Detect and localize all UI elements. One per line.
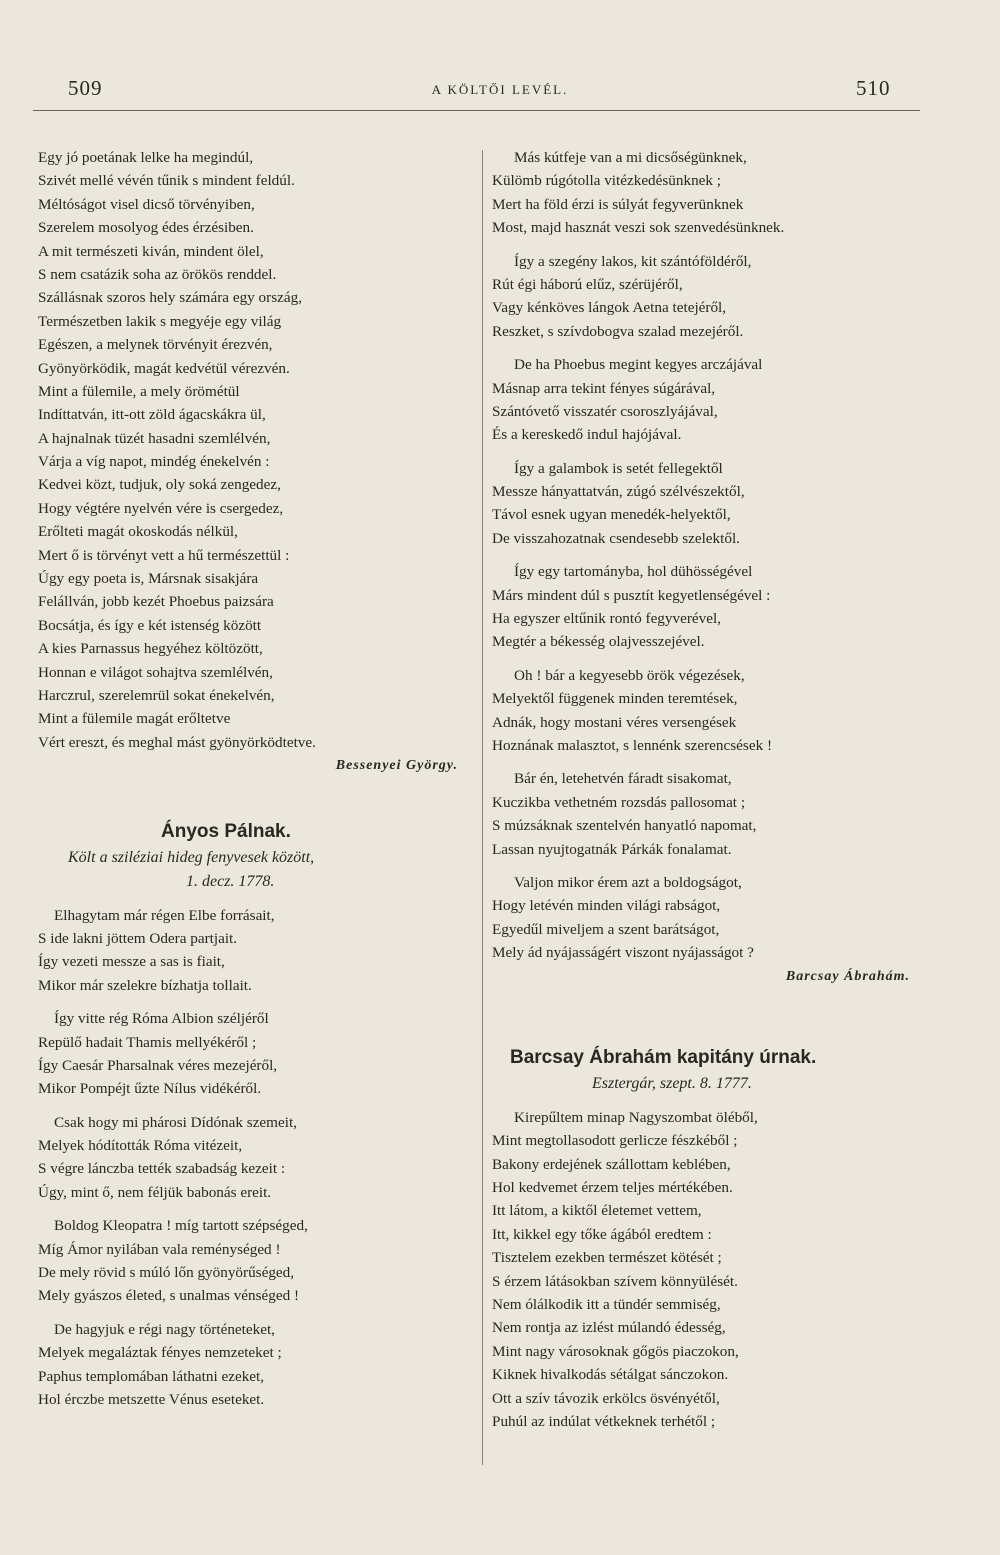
poem-line: Melyektől függenek minden teremtések, — [492, 690, 738, 708]
poem-line: De visszahozatnak csendesebb szelektől. — [492, 529, 740, 547]
left-page-number: 509 — [68, 76, 103, 100]
poem-line: Külömb rúgótolla vitézkedésünknek ; — [492, 172, 722, 190]
poem-line: Szivét mellé vévén tűnik s mindent feldúl. — [38, 172, 295, 190]
stanza — [492, 250, 932, 344]
poem-line: Kiknek hivalkodás sétálgat sánczokon. — [492, 1366, 729, 1384]
stanza — [492, 457, 932, 551]
poem-line: Hogy végtére nyelvén vére is csergedez, — [38, 499, 284, 517]
poem-line: Távol esnek ugyan menedék-helyektől, — [492, 506, 731, 524]
poem-line: S végre lánczba tették szabadság kezeit : — [38, 1160, 286, 1178]
poem-line: Messze hányattatván, zúgó szélvészektől, — [492, 483, 745, 501]
poem-line: Felállván, jobb kezét Phoebus paizsára — [38, 593, 274, 611]
poem-line: Puhúl az indúlat vétkeknek terhétől ; — [492, 1412, 716, 1430]
poem-line: Itt, kikkel egy tőke ágából eredtem : — [492, 1225, 712, 1243]
poem-line: Hol érczbe metszette Vénus eseteket. — [38, 1390, 265, 1408]
poem-line: Reszket, s szívdobogva szalad mezejéről. — [492, 322, 744, 340]
poem-line: Csak hogy mi phárosi Dídónak szemeit, — [54, 1113, 297, 1131]
poem-line: Mert ha föld érzi is súlyát fegyverünknek — [492, 195, 744, 213]
poem-line: De mely rövid s múló lőn gyönyörűséged, — [38, 1264, 295, 1282]
poem-line: Lassan nyujtogatnák Párkák fonalamat. — [492, 840, 732, 858]
poem-line: Adnák, hogy mostani véres versengések — [492, 713, 737, 731]
left-column — [38, 146, 466, 1411]
poem-line: Így Caesár Pharsalnak véres mezejéről, — [38, 1056, 278, 1074]
poem2-title: Ányos Pálnak. — [161, 820, 291, 842]
poem-line: Bocsátja, és így e két istenség között — [38, 616, 262, 634]
poem-line: Mint megtollasodott gerlicze fészkéből ; — [492, 1132, 738, 1150]
poem-line: Ha egyszer eltűnik rontó fegyverével, — [492, 610, 721, 628]
poem-line: Mely ád nyájasságért viszont nyájasságot ? — [492, 944, 754, 962]
poem-line: Tisztelem ezekben természet kötését ; — [492, 1249, 722, 1267]
stanza — [492, 146, 932, 240]
poem-line: S múzsáknak szentelvén hanyatló napomat, — [492, 817, 757, 835]
poem-line: A mit természeti kiván, mindent ölel, — [38, 242, 264, 260]
poem-line: Paphus templomában láthatni ezeket, — [38, 1367, 265, 1385]
right-page-number: 510 — [856, 76, 891, 100]
poem-line: Egészen, a melynek törvényit érezvén, — [38, 336, 273, 354]
poem-line: Nem ólálkodik itt a tündér semmiség, — [492, 1296, 721, 1314]
poem-line: Melyek hódították Róma vitézeit, — [38, 1137, 243, 1155]
poem-line: Indíttatván, itt-ott zöld ágacskákra ül, — [38, 406, 266, 424]
poem-line: Melyek megaláztak fényes nemzeteket ; — [38, 1344, 282, 1362]
poem-line: Nem rontja az izlést múlandó édesség, — [492, 1319, 726, 1337]
poem-line: Elhagytam már régen Elbe forrásait, — [54, 906, 275, 924]
poem-line: Mely gyászos életed, s unalmas vénséged ! — [38, 1287, 300, 1305]
poem-line: Más kútfeje van a mi dicsőségünknek, — [514, 149, 747, 166]
poem-line: És a kereskedő indul hajójával. — [492, 426, 682, 444]
stanza — [492, 767, 932, 861]
poem2-signature: Barcsay Ábrahám. — [785, 968, 910, 984]
poem-line: De hagyjuk e régi nagy történeteket, — [54, 1320, 275, 1338]
poem-line: Egy jó poetának lelke ha megindúl, — [38, 149, 254, 166]
poem-line: Megtér a békesség olajvesszejével. — [492, 633, 705, 651]
poem3-body — [492, 1106, 932, 1433]
column-divider — [482, 150, 483, 1465]
poem-line: S ide lakni jöttem Odera partjait. — [38, 929, 238, 947]
poem1-signature: Bessenyei György. — [335, 758, 458, 774]
running-head: A KÖLTŐI LEVÉL. — [431, 82, 569, 97]
poem-line: Méltóságot visel dicső törvényiben, — [38, 195, 255, 213]
poem-line: Másnap arra tekint fényes súgárával, — [492, 379, 716, 397]
poem-line: Mint a fülemile, a mely örömétül — [38, 382, 240, 400]
header-rule — [33, 110, 920, 111]
poem-line: Szántóvető visszatér csoroszlyájával, — [492, 402, 718, 420]
poem-line: Várja a víg napot, mindég énekelvén : — [38, 453, 270, 471]
poem-line: Vért ereszt, és meghal mást gyönyörködtetve. — [38, 733, 316, 751]
right-column — [492, 146, 932, 1433]
poem-line: Így a szegény lakos, kit szántóföldéről, — [514, 252, 752, 270]
poem-line: Kuczikba vethetném rozsdás pallosomat ; — [492, 793, 746, 811]
poem-line: Szállásnak szoros hely számára egy ország, — [38, 289, 302, 307]
stanza — [38, 1214, 466, 1308]
poem-line: Míg Ámor nyilában vala reménységed ! — [38, 1240, 281, 1258]
poem-line: Így vitte rég Róma Albion széljéről — [54, 1010, 269, 1028]
poem-line: Így a galambok is setét fellegektől — [514, 459, 723, 477]
poem-line: Úgy, mint ő, nem féljük babonás ereit. — [38, 1183, 272, 1201]
poem-line: Gyönyörködik, magát kedvétül vérezvén. — [38, 359, 290, 377]
poem-line: Bakony erdejének szállottam keblében, — [492, 1155, 731, 1173]
stanza — [492, 664, 932, 758]
poem-line: Kirepűltem minap Nagyszombat öléből, — [514, 1108, 758, 1126]
poem-line: Bár én, letehetvén fáradt sisakomat, — [514, 770, 732, 788]
poem2-place: Költ a sziléziai hideg fenyvesek között, — [68, 848, 315, 866]
poem-line: A hajnalnak tüzét hasadni szemlélvén, — [38, 429, 271, 447]
stanza — [492, 560, 932, 654]
stanza — [38, 904, 466, 998]
poem-line: Így vezeti messze a sas is fiait, — [38, 953, 225, 971]
poem-line: Így egy tartományba, hol dühösségével — [514, 563, 753, 581]
poem-line: Oh ! bár a kegyesebb örök végezések, — [514, 666, 745, 684]
poem-line: Mikor Pompéjt űzte Nílus vidékéről. — [38, 1080, 262, 1098]
poem-line: Valjon mikor érem azt a boldogságot, — [514, 873, 742, 891]
poem-line: Rút égi háború elűz, szérüjéről, — [492, 275, 683, 293]
stanza — [492, 871, 932, 965]
poem-line: Kedvei közt, tudjuk, oly soká zengedez, — [38, 476, 281, 494]
page-header — [0, 72, 1000, 106]
poem-line: Természetben lakik s megyéje egy világ — [38, 312, 282, 330]
poem-line: S nem csatázik soha az örökös renddel. — [38, 265, 277, 283]
poem-line: Mint nagy városoknak gőgös piaczokon, — [492, 1342, 739, 1360]
stanza — [492, 353, 932, 447]
stanza — [38, 1318, 466, 1412]
poem-line: Honnan e világot sohajtva szemlélvén, — [38, 663, 273, 681]
poem3-place-date: Esztergár, szept. 8. 1777. — [592, 1074, 752, 1092]
stanza — [38, 1007, 466, 1101]
poem-line: Mert ő is törvényt vett a hű természettül : — [38, 546, 290, 564]
poem-line: Harczrul, szerelemrül sokat énekelvén, — [38, 686, 275, 704]
poem-line: Hol kedvemet érzem teljes mértékében. — [492, 1179, 733, 1197]
poem3-title: Barcsay Ábrahám kapitány úrnak. — [510, 1046, 817, 1068]
poem-line: Úgy egy poeta is, Mársnak sisakjára — [38, 570, 259, 588]
poem1-body — [38, 146, 466, 754]
poem-line: Erőlteti magát okoskodás nélkül, — [38, 523, 238, 541]
poem-line: Most, majd hasznát veszi sok szenvedésünknek. — [492, 219, 785, 237]
poem-line: Itt látom, a kiktől életemet vettem, — [492, 1202, 702, 1220]
poem-line: Márs mindent dúl s pusztít kegyetlenségével : — [492, 586, 771, 604]
poem-line: Egyedűl miveljem a szent barátságot, — [492, 920, 720, 938]
poem-line: Boldog Kleopatra ! míg tartott szépséged, — [54, 1217, 308, 1235]
poem-line: Vagy kénköves lángok Aetna tetejéről, — [492, 299, 727, 317]
poem-line: Mikor már szelekre bízhatja tollait. — [38, 976, 252, 994]
stanza — [38, 1111, 466, 1205]
poem-line: Repülő hadait Thamis mellyékéről ; — [38, 1033, 257, 1051]
poem-line: Szerelem mosolyog édes érzésiben. — [38, 219, 254, 237]
poem-line: Ott a szív távozik erkölcs ösvényétől, — [492, 1389, 720, 1407]
poem-line: Hogy letévén minden világi rabságot, — [492, 897, 721, 915]
poem-line: A kies Parnassus hegyéhez költözött, — [38, 640, 263, 658]
poem-line: De ha Phoebus megint kegyes arczájával — [514, 356, 763, 374]
poem-line: Hoznának malasztot, s lennénk szerencsések ! — [492, 736, 773, 754]
poem2-date: 1. decz. 1778. — [186, 872, 275, 890]
poem-line: Mint a fülemile magát erőltetve — [38, 710, 231, 728]
poem-line: S érzem látásokban szívem könnyülését. — [492, 1272, 738, 1290]
